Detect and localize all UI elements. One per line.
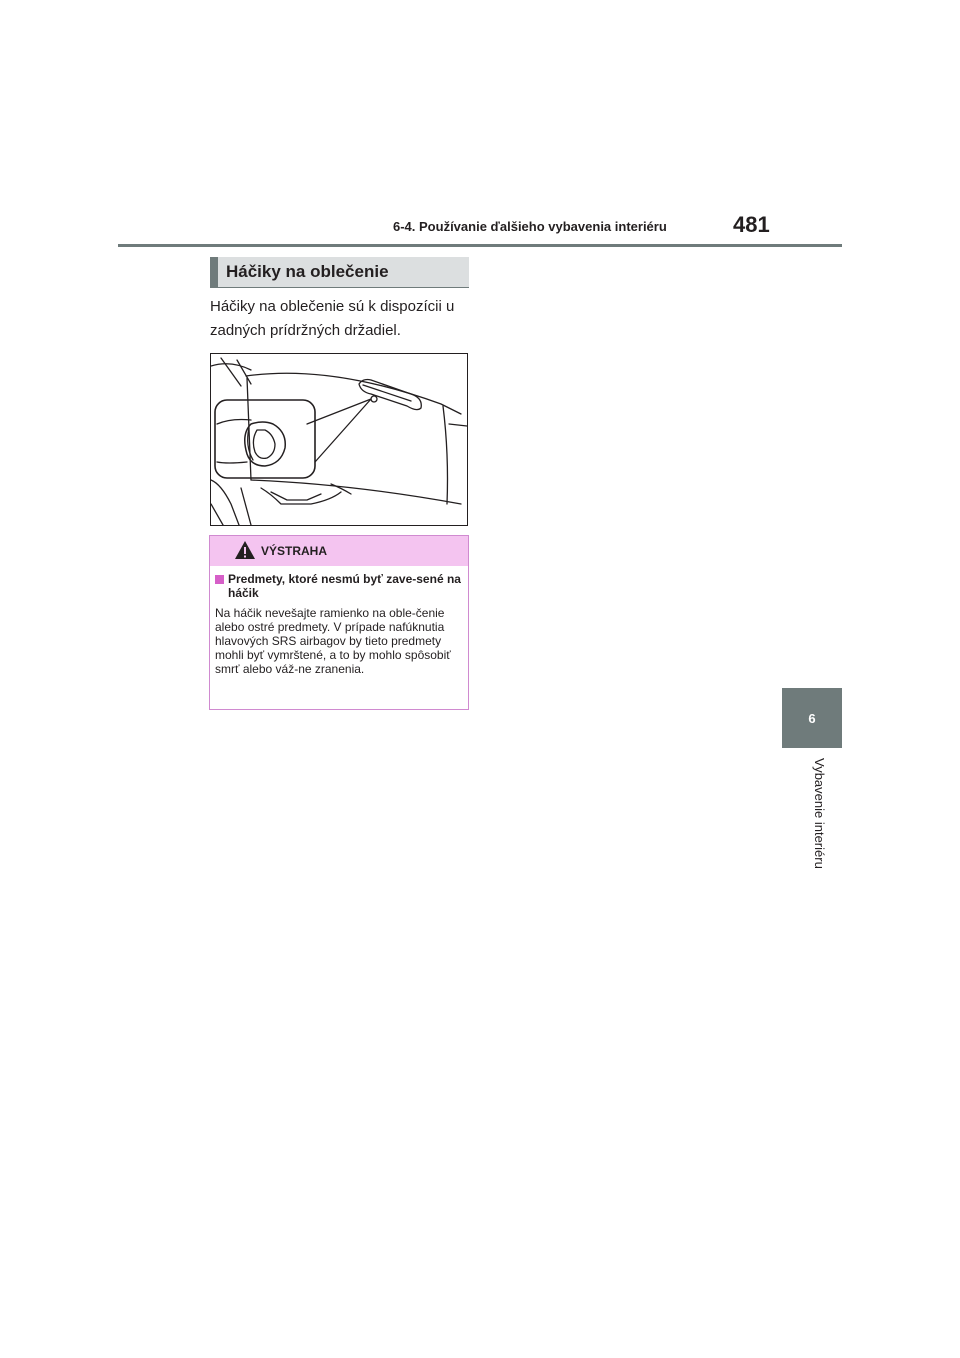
chapter-number: 6 <box>808 710 816 726</box>
warning-subheading-text: Predmety, ktoré nesmú byť zave-sené na háčik <box>228 572 461 600</box>
header-divider <box>118 244 842 247</box>
section-title: 6-4. Používanie ďalšieho vybavenia interiéru <box>393 219 667 234</box>
section-heading: Háčiky na oblečenie <box>210 257 469 288</box>
warning-triangle-icon <box>234 540 256 560</box>
warning-box <box>209 535 469 710</box>
chapter-tab <box>782 688 842 748</box>
clothes-hook-drawing <box>211 354 467 525</box>
page-number: 481 <box>733 212 770 237</box>
bullet-square-icon <box>215 575 224 584</box>
section-body: Háčiky na oblečenie sú k dispozícii u zadných prídržných držadiel. <box>210 298 455 339</box>
warning-body: Na háčik nevešajte ramienko na oble-čenie alebo ostré predmety. V prípade nafúknutia hlavových SRS airbagov by tieto predmety mohli byť vymrštené, a to by mohlo spôsobiť smrť alebo váž-ne zranenia. <box>215 606 451 676</box>
warning-header <box>210 536 468 566</box>
clothes-hook-illustration <box>210 353 468 526</box>
warning-title: VÝSTRAHA <box>261 544 328 558</box>
chapter-label: Vybavenie interiéru <box>812 758 827 869</box>
warning-subheading <box>215 572 462 600</box>
